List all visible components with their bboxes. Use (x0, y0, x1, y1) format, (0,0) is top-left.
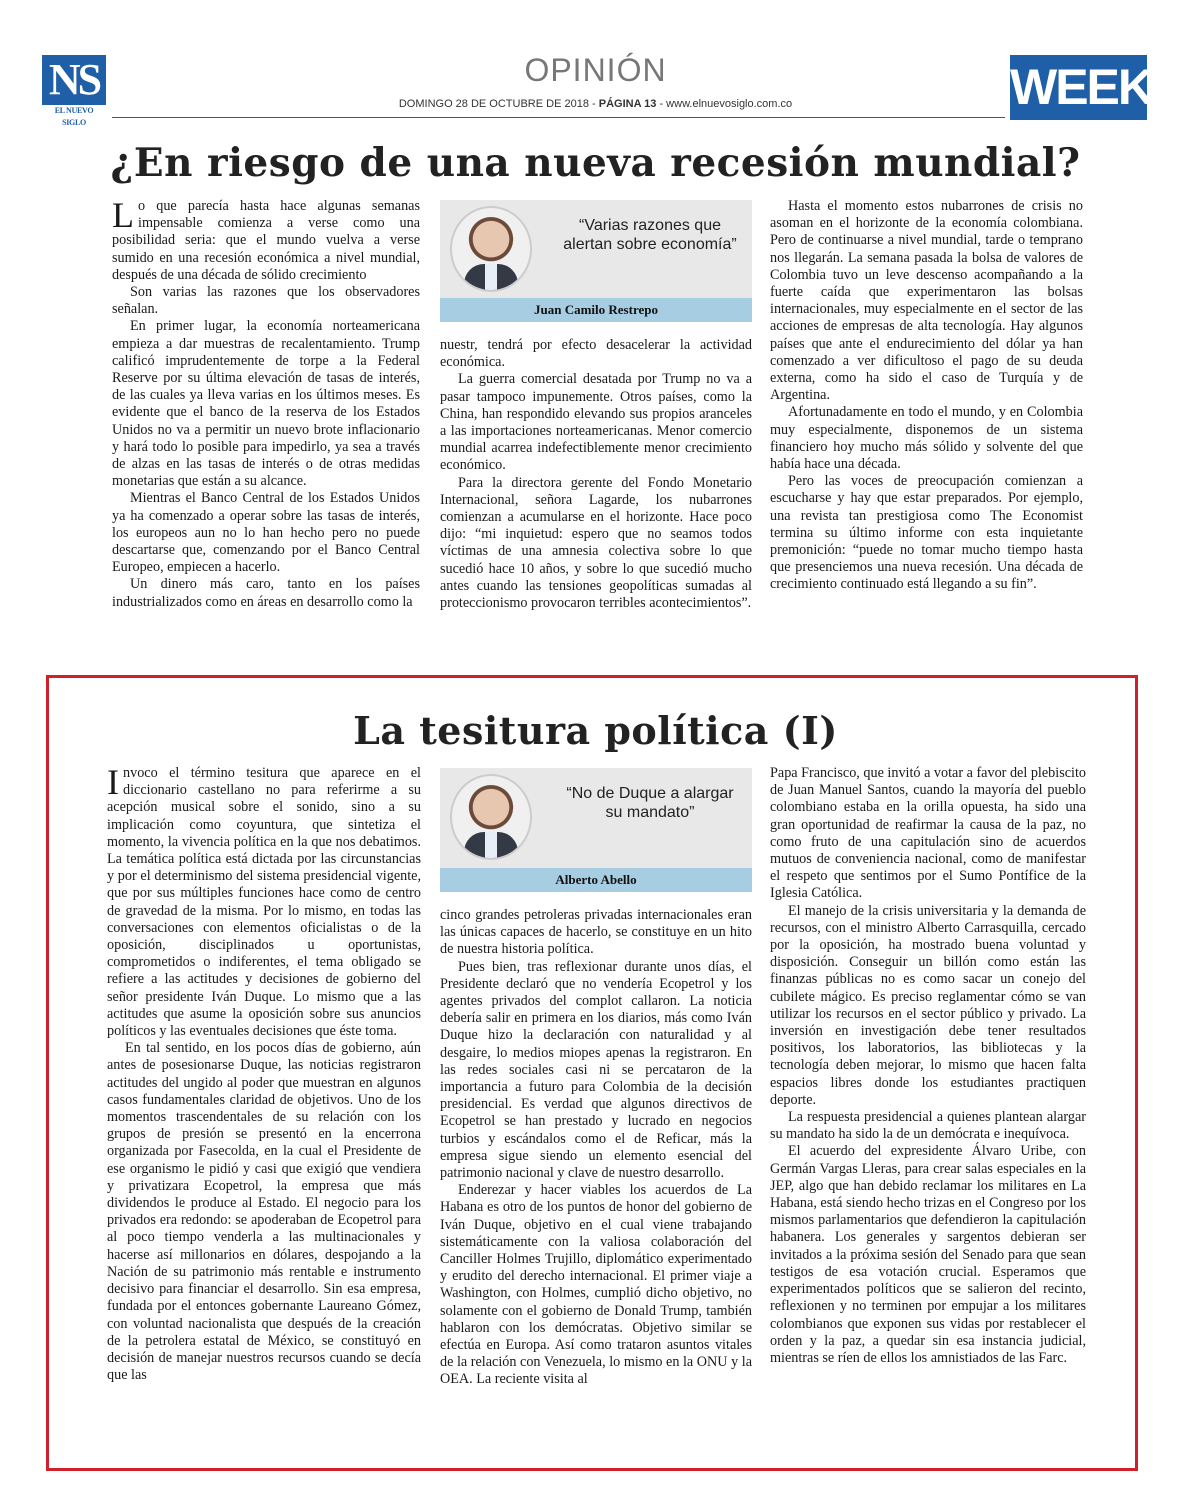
article1-col1-p0: Lo que parecía hasta hace algunas semanas impensable comienza a verse como una posibilidad seria: que el mundo vuelva a verse sumido en una recesión económica a nivel mundial, después de una década de sólido crecimiento (112, 195, 420, 283)
article2-col1-p1: En tal sentido, en los pocos días de gobierno, aún antes de posesionarse Duque, las noticias registraron actitudes del ungido al poder que muestran en algunos casos fundamentales claridad de objetivos. Uno de los momentos trascendentales de su relación con los grupos de presión se presentó en la encerrona organizada por Fasecolda, en la cual el Presidente de ese organismo le pidió y casi que exigió que vendiera y privatizara Ecopetrol, la empresa que más dividendos le produce al Estado. El negocio para los privados era redondo: se apoderaban de Ecopetrol para al poco tiempo venderla a las multinacionales y hacerse así millonarios en dólares, despojando a la Nación de su patrimonio más rentable e instrumento decisivo para financiar el desarrollo. Sin esa empresa, fundada por el entonces gobernante Laureano Gómez, con voluntad nacionalista que después de la creación de la petrolera estatal de México, se constituyó en decisión de manejar nuestros recursos cuando se decía que las (107, 1040, 421, 1384)
article2-column-1 (107, 762, 421, 1384)
author-photo (450, 206, 532, 292)
article1-dropcap: L (112, 195, 134, 235)
section-title: OPINIÓN (524, 52, 667, 88)
article1-col3-p2: Pero las voces de preocupación comienzan a escucharse y hay que estar preparados. Por ejemplo, una revista tan prestigiosa como The Economist termina su último informe con esta inquietante premonición: “puede no tomar mucho tiempo hasta que presenciemos una nueva recesión. Una década de crecimiento continuado está llegando a su fin”. (770, 473, 1083, 593)
article2-headline: La tesitura política (I) (353, 708, 838, 753)
article1-col3-p0: Hasta el momento estos nubarrones de crisis no asoman en el horizonte de la economía colombiana. Pero de continuarse a nivel mundial, tarde o temprano nos llegarán. La semana pasada la bolsa de valores de Colombia tuvo un leve descenso acompañando a la fuerte caída que experimentaron las bolsas internacionales, muy especialmente en el sector de las acciones de empresas de alta tecnología. Hay algunos países que ante el endurecimiento del dólar ya han comenzado a ver dificultoso el pago de su deuda externa, como ha sido el caso de Turquía y de Argentina. (770, 198, 1083, 404)
article1-col1-p4: Un dinero más caro, tanto en los países industrializados como en áreas en desarrollo como la (112, 576, 420, 610)
author-name: Alberto Abello (440, 868, 752, 892)
article1-pullquote (440, 200, 752, 322)
article2-col2-p0: cinco grandes petroleras privadas internacionales eran las únicas capaces de hacerlo, se constituye en un hito de nuestra historia política. (440, 907, 752, 958)
article1-col1-p1: Son varias las razones que los observadores señalan. (112, 284, 420, 318)
pullquote-text: “Varias razones que alertan sobre economía” (563, 217, 737, 253)
article2-column-3 (770, 765, 1086, 1367)
article1-column-3 (770, 198, 1083, 594)
article1-col2-p1: La guerra comercial desatada por Trump no va a pasar tampoco impunemente. Otros países, como la China, han respondido elevando sus propios aranceles a las importaciones norteamericanas. Menor comercio mundial acarrea indefectiblemente menor crecimiento económico. (440, 371, 752, 474)
article2-col3-p2: La respuesta presidencial a quienes plantean alargar su mandato ha sido la de un demócrata e inequívoca. (770, 1109, 1086, 1143)
article2-col2-p1: Pues bien, tras reflexionar durante unos días, el Presidente declaró que no vendería Ecopetrol y los agentes privados del complot callaron. La noticia debería salir en primera en los diarios, más como Iván Duque hizo la declaración con naturalidad y al desgaire, lo medios miopes apenas la registraron. En las redes sociales casi ni se percataron de la importancia a futuro para Colombia de la decisión presidencial. Es verdad que algunos directivos de Ecopetrol se han prestado y lucrado en negocios turbios y escándalos como el de Reficar, más la empresa sigue siendo un elemento esencial del patrimonio nacional y clave de nuestro desarrollo. (440, 958, 752, 1182)
article1-col1-p2: En primer lugar, la economía norteamericana empieza a dar muestras de recalentamiento. Trump calificó imprudentemente de torpe a la Federal Reserve por su última elevación de tasas de interés, de las cuales ya lleva varias en los últimos meses. Es evidente que el banco de la reserva de los Estados Unidos no va a permitir un nuevo brote inflacionario y hará todo lo posible para impedirlo, ya sea a través de alzas en las tasas de interés o de otras medidas monetarias que están a su alcance. (112, 318, 420, 490)
article1-col3-p1: Afortunadamente en todo el mundo, y en Colombia muy especialmente, disponemos de un sistema financiero hoy mucho más sólido y solvente del que había hace una década. (770, 404, 1083, 473)
article1-col2-p2: Para la directora gerente del Fondo Monetario Internacional, señora Lagarde, los nubarrones comienzan a acumularse en el horizonte. Hace poco dijo: “mi inquietud: espero que no seamos todos víctimas de una amnesia colectiva sobre lo que sucedió hace 10 años, y sobre lo que sucedió mucho antes cuando las tensiones geopolíticas sumadas al proteccionismo provocaron terribles acontecimientos”. (440, 474, 752, 612)
logo-letters: NS (42, 55, 106, 105)
logo-subtitle: EL NUEVO SIGLO (54, 106, 94, 127)
article1-col1-p3: Mientras el Banco Central de los Estados Unidos ya ha comenzado a operar sobre las tasas de interés, los europeos aun no lo han hecho pero no puede descartarse que, comenzando por el Banco Central Europeo, empiecen a hacerlo. (112, 490, 420, 576)
author-photo (450, 774, 532, 860)
article1-column-1 (112, 195, 420, 611)
article2-column-2 (440, 907, 752, 1389)
dateline-date: DOMINGO 28 DE OCTUBRE DE 2018 - (398, 98, 599, 110)
article2-col3-p3: El acuerdo del expresidente Álvaro Uribe, con Germán Vargas Lleras, para crear salas especiales en la JEP, algo que han debido reclamar los militares en La Habana, está siendo hecho trizas en el Congreso por los mismos parlamentarios que defendieron la capitulación habanera. Los generales y sargentos debieran ser invitados a la próxima sesión del Senado para que sean testigos de esa votación crucial. Esperamos que experimentados políticos que se salieron del recinto, reflexionen y no terminen por empujar a los militares colombianos que exponen sus vidas por restablecer el orden y la paz, a quedar sin esa instancia judicial, mientras se ríen de ellos los amnistiados de las Farc. (770, 1143, 1086, 1366)
dateline-page: PÁGINA 13 (598, 98, 657, 110)
article2-col2-p2: Enderezar y hacer viables los acuerdos de La Habana es otro de los puntos de honor del gobierno de Iván Duque, objetivo en el cual viene trabajando sistemáticamente con la valiosa colaboración del Canciller Holmes Trujillo, diplomático experimentado y erudito del derecho internacional. El primer viaje a Washington, con Holmes, cumplió dicho objetivo, no solamente con el gobierno de Donald Trump, también hablaron con los demócratas. Objetivo similar se efectúa en Europa. Así como trataron asuntos vitales de la relación con Venezuela, lo mismo en la ONU y la OEA. La reciente visita al (440, 1182, 752, 1388)
article2-dropcap: I (107, 762, 119, 802)
pullquote-text: “No de Duque a alargar su mandato” (566, 785, 734, 821)
dateline-site: - www.elnuevosiglo.com.co (656, 98, 793, 110)
author-name: Juan Camilo Restrepo (440, 298, 752, 322)
week-badge: WEEK (1010, 55, 1147, 120)
article1-column-2 (440, 337, 752, 612)
header-divider (112, 117, 1005, 118)
article2-col3-p1: El manejo de la crisis universitaria y la demanda de recursos, con el ministro Alberto Carrasquilla, cercado por la oposición, ha mostrado buena voluntad y disposición. Conseguir un billón como están las finanzas públicas no es como sacar un conejo del cubilete mágico. Es preciso reglamentar cómo se van utilizar los recursos en el sector público y privado. La inversión en investigación debe tener resultados positivos, los laboratorios, las bibliotecas y la tecnología deben mejorar, lo mismo que hacen falta espacios libres donde los estudiantes practiquen deporte. (770, 902, 1086, 1108)
article2-col1-p0: Invoco el término tesitura que aparece en el diccionario castellano no para referirme a su acepción musical sobre el sonido, sino a su implicación como coyuntura, que sintetiza el momento, la vivencia política en la que nos debatimos. La temática política está dictada por las circunstancias y por el determinismo del sistema presidencial vigente, que por sus múltiples funciones hace como de centro de gravedad de la misma. Por lo mismo, en todas las conversaciones con elementos oficialistas o de la oposición, disciplinados u oportunistas, comprometidos o indiferentes, el tema obligado se refiere a las actitudes y decisiones de gobierno del señor presidente Iván Duque. Lo mismo que a las actitudes que asume la oposición sobre sus anuncios políticos y las eventuales decisiones que éste toma. (107, 762, 421, 1040)
article1-col2-p0: nuestr, tendrá por efecto desacelerar la actividad económica. (440, 337, 752, 371)
article2-pullquote (440, 768, 752, 892)
article2-col3-p0: Papa Francisco, que invitó a votar a favor del plebiscito de Juan Manuel Santos, cuando la mayoría del pueblo colombiano estaba en la orilla opuesta, ha sido una gran oportunidad de reafirmar la causa de la paz, no como fruto de una capitulación sino de acuerdos mutuos de conveniencia nacional, como de manifestar el respeto que sentimos por el Sumo Pontífice de la Iglesia Católica. (770, 765, 1086, 902)
article1-headline: ¿En riesgo de una nueva recesión mundial? (110, 140, 1081, 186)
